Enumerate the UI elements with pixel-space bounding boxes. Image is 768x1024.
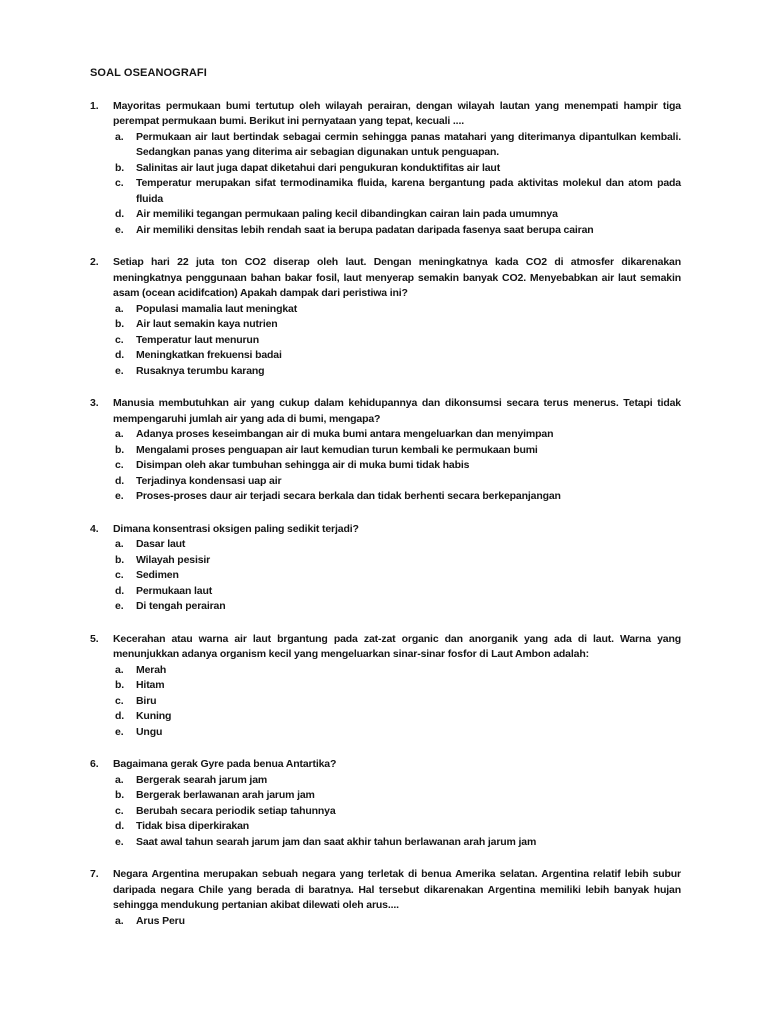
answer-option bbox=[115, 458, 681, 474]
option-letter: d. bbox=[115, 208, 125, 220]
option-letter: c. bbox=[115, 569, 124, 581]
answer-option bbox=[115, 773, 681, 789]
option-letter: e. bbox=[115, 223, 124, 236]
question-block bbox=[90, 255, 681, 379]
option-letter: a. bbox=[115, 130, 124, 143]
option-text: Air memiliki tegangan permukaan paling kecil dibandingkan cairan lain pada umumnya bbox=[136, 208, 558, 220]
answer-option bbox=[115, 348, 681, 364]
option-text: Bergerak searah jarum jam bbox=[136, 773, 268, 786]
option-letter: c. bbox=[115, 459, 124, 471]
option-letter: a. bbox=[115, 428, 124, 440]
question-block bbox=[90, 867, 681, 929]
answer-option bbox=[115, 130, 681, 161]
option-letter: c. bbox=[115, 177, 124, 189]
question-text: Mayoritas permukaan bumi tertutup oleh wilayah perairan, dengan wilayah lautan yang menempati hampir tiga perempat permukaan bumi. Berikut ini pernyataan yang tepat, kecuali .... bbox=[113, 99, 681, 127]
options-list bbox=[115, 302, 681, 380]
answer-option bbox=[115, 364, 681, 380]
question-block bbox=[90, 522, 681, 615]
question-number: 4. bbox=[90, 522, 99, 535]
question-text: Bagaimana gerak Gyre pada benua Antartika? bbox=[113, 758, 337, 770]
option-text: Ungu bbox=[136, 725, 163, 738]
answer-option bbox=[115, 584, 681, 600]
option-letter: d. bbox=[115, 820, 125, 832]
option-text: Berubah secara periodik setiap tahunnya bbox=[136, 804, 336, 817]
option-letter: b. bbox=[115, 161, 125, 174]
option-letter: b. bbox=[115, 443, 125, 456]
question-block bbox=[90, 396, 681, 505]
option-letter: e. bbox=[115, 725, 124, 738]
option-text: Saat awal tahun searah jarum jam dan saat akhir tahun berlawanan arah jarum jam bbox=[136, 835, 537, 848]
options-list bbox=[115, 537, 681, 615]
option-text: Temperatur merupakan sifat termodinamika fluida, karena bergantung pada aktivitas molekul dan atom pada fluida bbox=[136, 177, 681, 205]
question-text: Manusia membutuhkan air yang cukup dalam kehidupannya dan dikonsumsi secara terus menerus. Tetapi tidak mempengaruhi jumlah air yang ada di bumi, mengapa? bbox=[113, 397, 681, 425]
question-text: Negara Argentina merupakan sebuah negara yang terletak di benua Amerika selatan. Argentina relatif lebih subur daripada negara Chile yang berada di baratnya. Hal tersebut dikarenakan Argentina memiliki lebih banyak hujan sehingga mendukung pertanian akibat dilewati oleh arus.... bbox=[113, 868, 681, 911]
option-text: Di tengah perairan bbox=[136, 600, 226, 612]
option-text: Rusaknya terumbu karang bbox=[136, 364, 265, 377]
option-text: Permukaan air laut bertindak sebagai cermin sehingga panas matahari yang diterimanya dipantulkan kembali. Sedangkan panas yang diterima air sebagian digunakan untuk penguapan. bbox=[136, 130, 681, 158]
option-letter: b. bbox=[115, 789, 125, 801]
answer-option bbox=[115, 599, 681, 615]
answer-option bbox=[115, 914, 681, 930]
answer-option bbox=[115, 489, 681, 505]
option-letter: e. bbox=[115, 364, 124, 377]
option-letter: a. bbox=[115, 663, 124, 676]
option-letter: d. bbox=[115, 584, 125, 597]
option-text: Populasi mamalia laut meningkat bbox=[136, 302, 298, 315]
page-title: SOAL OSEANOGRAFI bbox=[90, 67, 207, 79]
option-letter: b. bbox=[115, 318, 125, 330]
option-letter: a. bbox=[115, 914, 124, 927]
option-text: Adanya proses keseimbangan air di muka bumi antara mengeluarkan dan menyimpan bbox=[136, 428, 554, 440]
option-letter: c. bbox=[115, 333, 124, 346]
question-block bbox=[90, 99, 681, 239]
option-text: Hitam bbox=[136, 679, 165, 691]
answer-option bbox=[115, 709, 681, 725]
option-letter: e. bbox=[115, 600, 124, 612]
option-letter: c. bbox=[115, 804, 124, 817]
option-text: Sedimen bbox=[136, 569, 179, 581]
option-text: Disimpan oleh akar tumbuhan sehingga air di muka bumi tidak habis bbox=[136, 459, 470, 471]
option-letter: a. bbox=[115, 538, 124, 550]
option-text: Salinitas air laut juga dapat diketahui dari pengukuran konduktifitas air laut bbox=[136, 161, 501, 174]
option-text: Air memiliki densitas lebih rendah saat ia berupa padatan daripada fasenya saat berupa cairan bbox=[136, 223, 594, 236]
option-text: Arus Peru bbox=[136, 914, 185, 927]
question-number: 7. bbox=[90, 868, 99, 880]
option-letter: a. bbox=[115, 773, 124, 786]
answer-option bbox=[115, 302, 681, 318]
options-list bbox=[115, 773, 681, 851]
question-block bbox=[90, 632, 681, 741]
answer-option bbox=[115, 207, 681, 223]
options-list bbox=[115, 663, 681, 741]
option-text: Biru bbox=[136, 694, 157, 707]
question-number: 2. bbox=[90, 256, 99, 268]
answer-option bbox=[115, 678, 681, 694]
answer-option bbox=[115, 568, 681, 584]
answer-option bbox=[115, 161, 681, 177]
answer-option bbox=[115, 223, 681, 239]
option-letter: b. bbox=[115, 679, 125, 691]
answer-option bbox=[115, 694, 681, 710]
answer-option bbox=[115, 835, 681, 851]
option-letter: e. bbox=[115, 490, 124, 502]
question-text: Setiap hari 22 juta ton CO2 diserap oleh laut. Dengan meningkatnya kada CO2 di atmosfer dikarenakan meningkatnya penggunaan bahan bakar fosil, laut menyerap semakin banyak CO2. Menyebabkan air laut semakin asam (ocean acidifcation) Apakah dampak dari peristiwa ini? bbox=[113, 256, 681, 299]
option-text: Bergerak berlawanan arah jarum jam bbox=[136, 789, 315, 801]
option-text: Meningkatkan frekuensi badai bbox=[136, 349, 282, 361]
answer-option bbox=[115, 176, 681, 207]
option-letter: e. bbox=[115, 835, 124, 848]
option-text: Mengalami proses penguapan air laut kemudian turun kembali ke permukaan bumi bbox=[136, 443, 538, 456]
option-text: Dasar laut bbox=[136, 538, 186, 550]
answer-option bbox=[115, 553, 681, 569]
option-letter: b. bbox=[115, 553, 125, 566]
option-text: Terjadinya kondensasi uap air bbox=[136, 474, 282, 487]
option-text: Wilayah pesisir bbox=[136, 553, 211, 566]
answer-option bbox=[115, 663, 681, 679]
option-text: Kuning bbox=[136, 710, 172, 722]
option-text: Merah bbox=[136, 663, 167, 676]
answer-option bbox=[115, 537, 681, 553]
options-list bbox=[115, 914, 681, 930]
option-letter: d. bbox=[115, 349, 125, 361]
option-letter: d. bbox=[115, 710, 125, 722]
option-letter: a. bbox=[115, 302, 124, 315]
option-text: Temperatur laut menurun bbox=[136, 333, 259, 346]
option-letter: d. bbox=[115, 474, 125, 487]
answer-option bbox=[115, 804, 681, 820]
question-block bbox=[90, 757, 681, 850]
option-text: Proses-proses daur air terjadi secara berkala dan tidak berhenti secara berkepanjangan bbox=[136, 490, 561, 502]
options-list bbox=[115, 130, 681, 239]
answer-option bbox=[115, 819, 681, 835]
question-text: Kecerahan atau warna air laut brgantung pada zat-zat organic dan anorganik yang ada di laut. Warna yang menunjukkan adanya organism kecil yang mengeluarkan sinar-sinar fosfor di Laut Ambon adalah: bbox=[113, 632, 681, 660]
question-number: 1. bbox=[90, 99, 99, 112]
option-letter: c. bbox=[115, 694, 124, 707]
options-list bbox=[115, 427, 681, 505]
question-text: Dimana konsentrasi oksigen paling sedikit terjadi? bbox=[113, 522, 359, 535]
answer-option bbox=[115, 474, 681, 490]
question-number: 5. bbox=[90, 632, 99, 645]
answer-option bbox=[115, 443, 681, 459]
question-number: 6. bbox=[90, 758, 99, 770]
answer-option bbox=[115, 427, 681, 443]
answer-option bbox=[115, 725, 681, 741]
option-text: Air laut semakin kaya nutrien bbox=[136, 318, 278, 330]
answer-option bbox=[115, 333, 681, 349]
question-number: 3. bbox=[90, 397, 99, 409]
answer-option bbox=[115, 788, 681, 804]
questions-list bbox=[90, 99, 681, 930]
option-text: Tidak bisa diperkirakan bbox=[136, 820, 250, 832]
answer-option bbox=[115, 317, 681, 333]
option-text: Permukaan laut bbox=[136, 584, 213, 597]
